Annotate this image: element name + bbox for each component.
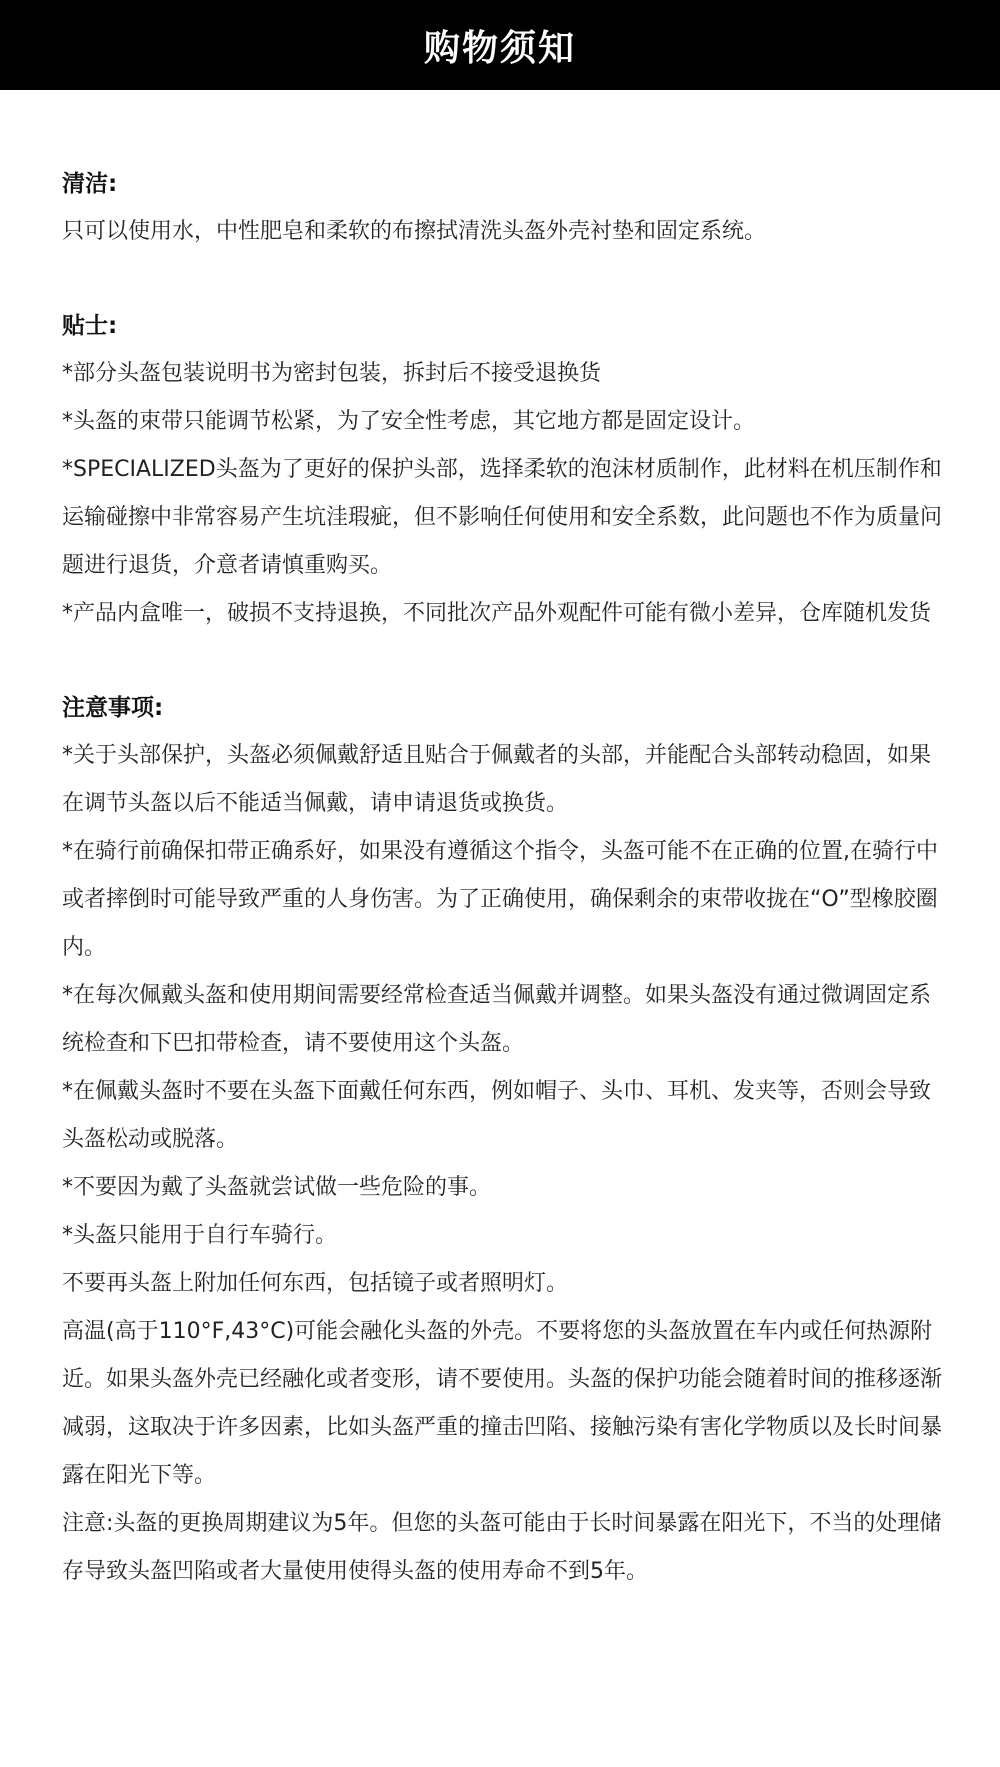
- note-line-attachments: 不要再头盔上附加任何东西，包括镜子或者照明灯。: [62, 1271, 569, 1296]
- note-line-buckle: *在骑行前确保扣带正确系好，如果没有遵循这个指令，头盔可能不在正确的位置,在骑行中或者摔倒时可能导致严重的人身伤害。为了正确使用，确保剩余的束带收拢在“O”型橡胶圈内。: [62, 839, 938, 960]
- page-title: 购物须知: [423, 27, 576, 69]
- notice-content: [62, 160, 942, 1596]
- note-line-nothing-under: *在佩戴头盔时不要在头盔下面戴任何东西，例如帽子、头巾、耳机、发夹等，否则会导致头盔松动或脱落。: [62, 1079, 932, 1152]
- note-line-danger: *不要因为戴了头盔就尝试做一些危险的事。: [62, 1175, 492, 1200]
- tip-line-box: *产品内盒唯一，破损不支持退换，不同批次产品外观配件可能有微小差异，仓库随机发货: [62, 601, 932, 626]
- section-notes: [62, 684, 942, 1596]
- section-cleaning: [62, 160, 942, 256]
- tip-line-packaging: *部分头盔包装说明书为密封包装，拆封后不接受退换货: [62, 361, 602, 386]
- note-line-replacement: 注意:头盔的更换周期建议为5年。但您的头盔可能由于长时间暴露在阳光下，不当的处理储存导致头盔凹陷或者大量使用使得头盔的使用寿命不到5年。: [62, 1511, 942, 1584]
- note-line-cycling-only: *头盔只能用于自行车骑行。: [62, 1223, 338, 1248]
- cleaning-line: 只可以使用水，中性肥皂和柔软的布擦拭清洗头盔外壳衬垫和固定系统。: [62, 219, 767, 244]
- section-heading-notes: 注意事项:: [62, 695, 164, 721]
- tip-line-strap: *头盔的束带只能调节松紧，为了安全性考虑，其它地方都是固定设计。: [62, 409, 756, 434]
- page-header: [0, 0, 1000, 90]
- section-heading-tips: 贴士:: [62, 313, 118, 339]
- note-line-check: *在每次佩戴头盔和使用期间需要经常检查适当佩戴并调整。如果头盔没有通过微调固定系统检查和下巴扣带检查，请不要使用这个头盔。: [62, 983, 932, 1056]
- section-tips: [62, 302, 942, 638]
- note-line-heat: 高温(高于110°F,43°C)可能会融化头盔的外壳。不要将您的头盔放置在车内或任何热源附近。如果头盔外壳已经融化或者变形，请不要使用。头盔的保护功能会随着时间的推移逐渐减弱，这取决于许多因素，比如头盔严重的撞击凹陷、接触污染有害化学物质以及长时间暴露在阳光下等。: [62, 1319, 943, 1488]
- note-line-fit: *关于头部保护，头盔必须佩戴舒适且贴合于佩戴者的头部，并能配合头部转动稳固，如果在调节头盔以后不能适当佩戴，请申请退货或换货。: [62, 743, 932, 816]
- tip-line-foam: *SPECIALIZED头盔为了更好的保护头部，选择柔软的泡沫材质制作，此材料在机压制作和运输碰擦中非常容易产生坑洼瑕疵，但不影响任何使用和安全系数，此问题也不作为质量问题进行退货，介意者请慎重购买。: [62, 457, 943, 578]
- section-heading-cleaning: 清洁:: [62, 171, 118, 197]
